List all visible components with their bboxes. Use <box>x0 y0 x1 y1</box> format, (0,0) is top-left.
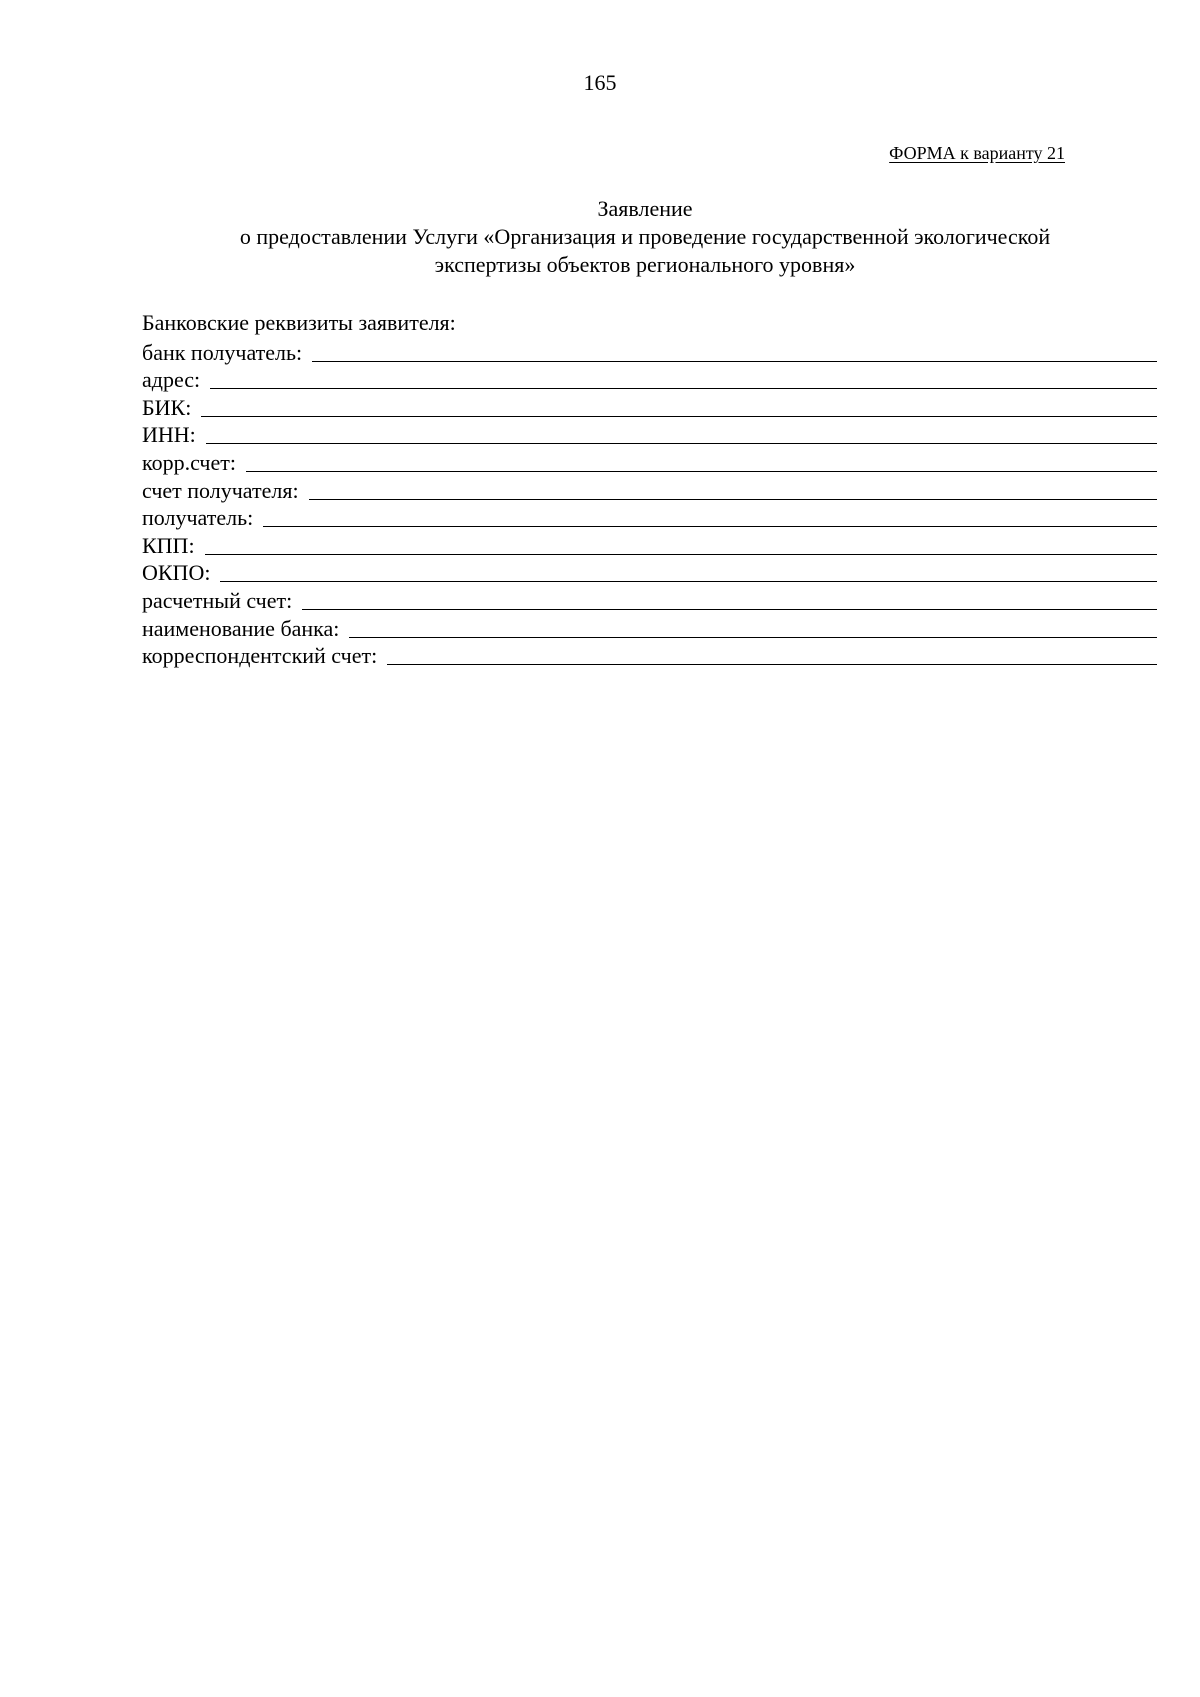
field-label: ИНН: <box>142 422 196 448</box>
recipient-field[interactable] <box>263 506 1157 527</box>
field-row-okpo <box>142 558 1157 586</box>
field-row-address <box>142 365 1157 393</box>
corr-account-field[interactable] <box>246 451 1157 472</box>
inn-field[interactable] <box>206 423 1157 444</box>
field-label: КПП: <box>142 532 195 558</box>
bik-field[interactable] <box>201 396 1157 417</box>
bank-details-section <box>142 309 1157 668</box>
page-number: 165 <box>583 70 617 95</box>
field-label: получатель: <box>142 505 254 531</box>
bank-details-heading: Банковские реквизиты заявителя: <box>142 310 456 335</box>
field-label: адрес: <box>142 367 201 393</box>
kpp-field[interactable] <box>205 534 1157 555</box>
field-row-inn <box>142 420 1157 448</box>
field-row-kpp <box>142 530 1157 558</box>
field-label: банк получатель: <box>142 339 303 365</box>
recipient-account-field[interactable] <box>309 479 1157 500</box>
field-label: наименование банка: <box>142 615 340 641</box>
field-label: счет получателя: <box>142 477 299 503</box>
field-label: ОКПО: <box>142 560 211 586</box>
field-row-correspondent-account <box>142 641 1157 669</box>
field-label: БИК: <box>142 394 192 420</box>
title-line-3: экспертизы объектов регионального уровня» <box>434 252 856 277</box>
field-row-bik <box>142 392 1157 420</box>
field-label: расчетный счет: <box>142 587 293 613</box>
bank-recipient-field[interactable] <box>312 341 1157 362</box>
field-row-bank-name <box>142 613 1157 641</box>
correspondent-account-field[interactable] <box>387 644 1157 665</box>
field-label: корр.счет: <box>142 449 236 475</box>
field-row-corr-account <box>142 447 1157 475</box>
document-title <box>150 195 1140 279</box>
form-reference: ФОРМА к варианту 21 <box>889 143 1065 163</box>
field-row-bank-recipient <box>142 337 1157 365</box>
okpo-field[interactable] <box>220 561 1157 582</box>
address-field[interactable] <box>210 368 1157 389</box>
title-heading: Заявление <box>597 196 693 221</box>
settlement-account-field[interactable] <box>302 589 1157 610</box>
field-row-recipient <box>142 503 1157 531</box>
field-row-recipient-account <box>142 475 1157 503</box>
field-row-settlement-account <box>142 585 1157 613</box>
title-line-2: о предоставлении Услуги «Организация и проведение государственной экологической <box>239 224 1051 249</box>
field-label: корреспондентский счет: <box>142 643 378 669</box>
bank-name-field[interactable] <box>349 617 1157 638</box>
